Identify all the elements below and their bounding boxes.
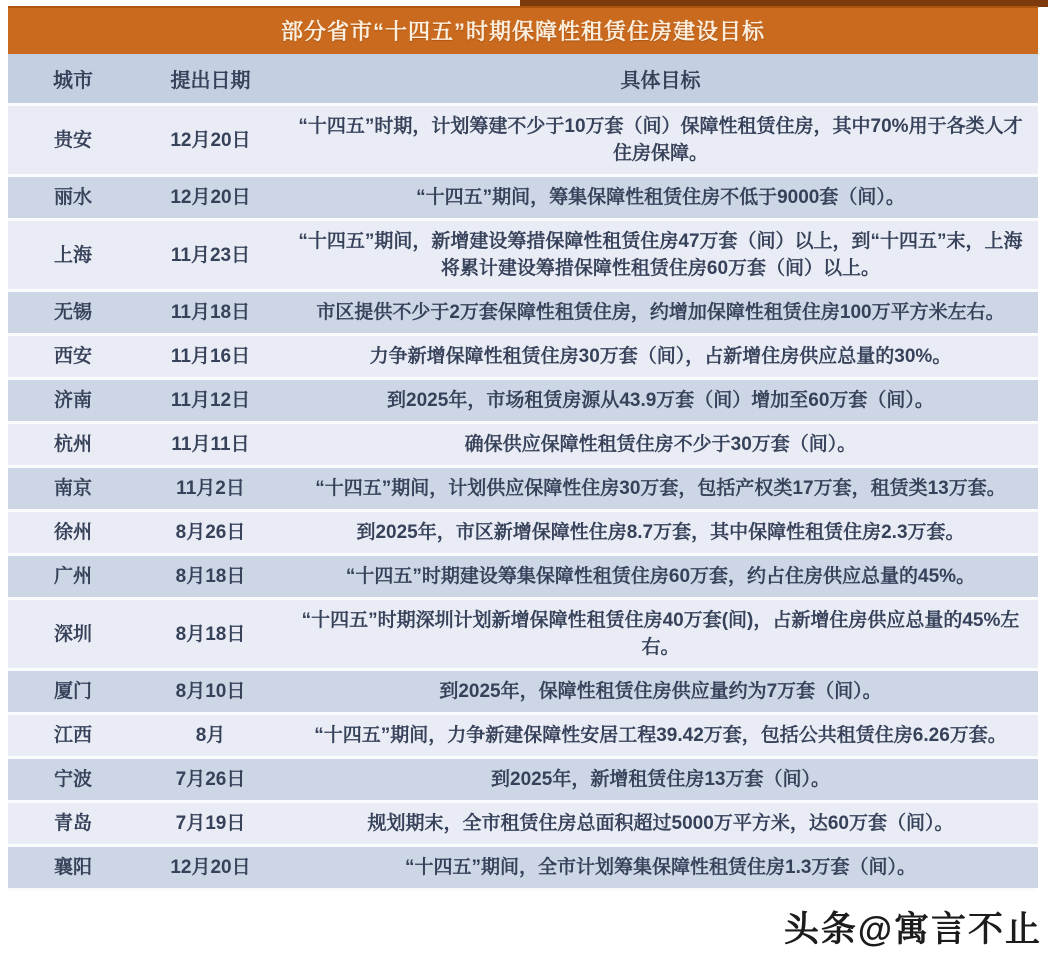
- date-cell: 8月26日: [175, 522, 246, 543]
- date-cell: 12月20日: [170, 857, 251, 878]
- city-cell: 无锡: [53, 302, 92, 323]
- target-cell: 到2025年，市区新增保障性住房8.7万套，其中保障性租赁住房2.3万套。: [356, 522, 965, 543]
- date-cell: 11月12日: [170, 390, 251, 411]
- table-row: [8, 292, 1038, 336]
- city-cell: 江西: [53, 725, 92, 746]
- date-cell: 12月20日: [170, 129, 251, 151]
- city-cell: 深圳: [53, 623, 92, 645]
- target-cell: 到2025年，市场租赁房源从43.9万套（间）增加至60万套（间）。: [387, 390, 934, 411]
- target-cell: “十四五”期间，筹集保障性租赁住房不低于9000套（间）。: [416, 187, 905, 208]
- column-header-target: 具体目标: [620, 70, 701, 92]
- city-cell: 杭州: [53, 434, 92, 455]
- table-row: [8, 803, 1038, 847]
- date-cell: 8月: [195, 725, 226, 746]
- table-row: [8, 556, 1038, 600]
- target-cell: 到2025年，新增租赁住房13万套（间）。: [491, 769, 830, 790]
- table-header-row: [8, 54, 1038, 106]
- table-row: [8, 671, 1038, 715]
- watermark: 头条@寓言不止: [783, 910, 1042, 949]
- target-cell: 市区提供不少于2万套保障性租赁住房，约增加保障性租赁住房100万平方米左右。: [316, 302, 1005, 323]
- table-row: [8, 759, 1038, 803]
- city-cell: 南京: [53, 478, 92, 499]
- table-row: [8, 380, 1038, 424]
- table-row: [8, 106, 1038, 177]
- city-cell: 济南: [53, 390, 92, 411]
- date-cell: 8月18日: [175, 623, 246, 645]
- target-cell: “十四五”期间，力争新建保障性安居工程39.42万套，包括公共租赁住房6.26万套。: [314, 725, 1007, 746]
- table-row: [8, 847, 1038, 891]
- date-cell: 8月10日: [175, 681, 246, 702]
- table-row: [8, 336, 1038, 380]
- table-row: [8, 512, 1038, 556]
- table-title: 部分省市“十四五”时期保障性租赁住房建设目标: [8, 6, 1038, 54]
- date-cell: 11月11日: [171, 434, 250, 455]
- table-row: [8, 177, 1038, 221]
- target-cell: “十四五”期间，计划供应保障性住房30万套，包括产权类17万套，租赁类13万套。: [315, 478, 1006, 499]
- date-cell: 12月20日: [170, 187, 251, 208]
- table-body: [8, 106, 1038, 891]
- column-header-date: 提出日期: [170, 70, 251, 92]
- column-header-city: 城市: [53, 70, 93, 92]
- date-cell: 11月2日: [176, 478, 245, 499]
- city-cell: 上海: [53, 244, 92, 266]
- target-cell: 确保供应保障性租赁住房不少于30万套（间）。: [464, 434, 857, 455]
- target-cell: 到2025年，保障性租赁住房供应量约为7万套（间）。: [439, 681, 882, 702]
- table-row: [8, 600, 1038, 671]
- city-cell: 丽水: [53, 187, 92, 208]
- target-cell: “十四五”时期，计划筹建不少于10万套（间）保障性租赁住房，其中70%用于各类人才住房保障。: [298, 116, 1023, 164]
- target-cell: 力争新增保障性租赁住房30万套（间），占新增住房供应总量的30%。: [369, 346, 952, 367]
- city-cell: 青岛: [53, 813, 92, 834]
- city-cell: 宁波: [53, 769, 92, 790]
- date-cell: 11月16日: [170, 346, 251, 367]
- date-cell: 8月18日: [175, 566, 246, 587]
- housing-targets-table: [8, 6, 1038, 891]
- city-cell: 广州: [53, 566, 92, 587]
- table-row: [8, 424, 1038, 468]
- date-cell: 11月23日: [170, 244, 251, 266]
- date-cell: 11月18日: [170, 302, 251, 323]
- table-row: [8, 468, 1038, 512]
- city-cell: 襄阳: [53, 857, 92, 878]
- table-row: [8, 221, 1038, 292]
- date-cell: 7月19日: [175, 813, 246, 834]
- city-cell: 徐州: [53, 522, 92, 543]
- date-cell: 7月26日: [175, 769, 246, 790]
- table-row: [8, 715, 1038, 759]
- city-cell: 西安: [53, 346, 92, 367]
- target-cell: “十四五”期间，新增建设筹措保障性租赁住房47万套（间）以上，到“十四五”末，上海将累计建设筹措保障性租赁住房60万套（间）以上。: [298, 231, 1023, 279]
- city-cell: 贵安: [53, 129, 92, 151]
- target-cell: “十四五”期间，全市计划筹集保障性租赁住房1.3万套（间）。: [405, 857, 916, 878]
- target-cell: “十四五”时期建设筹集保障性租赁住房60万套，约占住房供应总量的45%。: [345, 566, 976, 587]
- target-cell: “十四五”时期深圳计划新增保障性租赁住房40万套(间)，占新增住房供应总量的45%左右。: [301, 610, 1020, 658]
- target-cell: 规划期末，全市租赁住房总面积超过5000万平方米，达60万套（间）。: [367, 813, 954, 834]
- city-cell: 厦门: [53, 681, 92, 702]
